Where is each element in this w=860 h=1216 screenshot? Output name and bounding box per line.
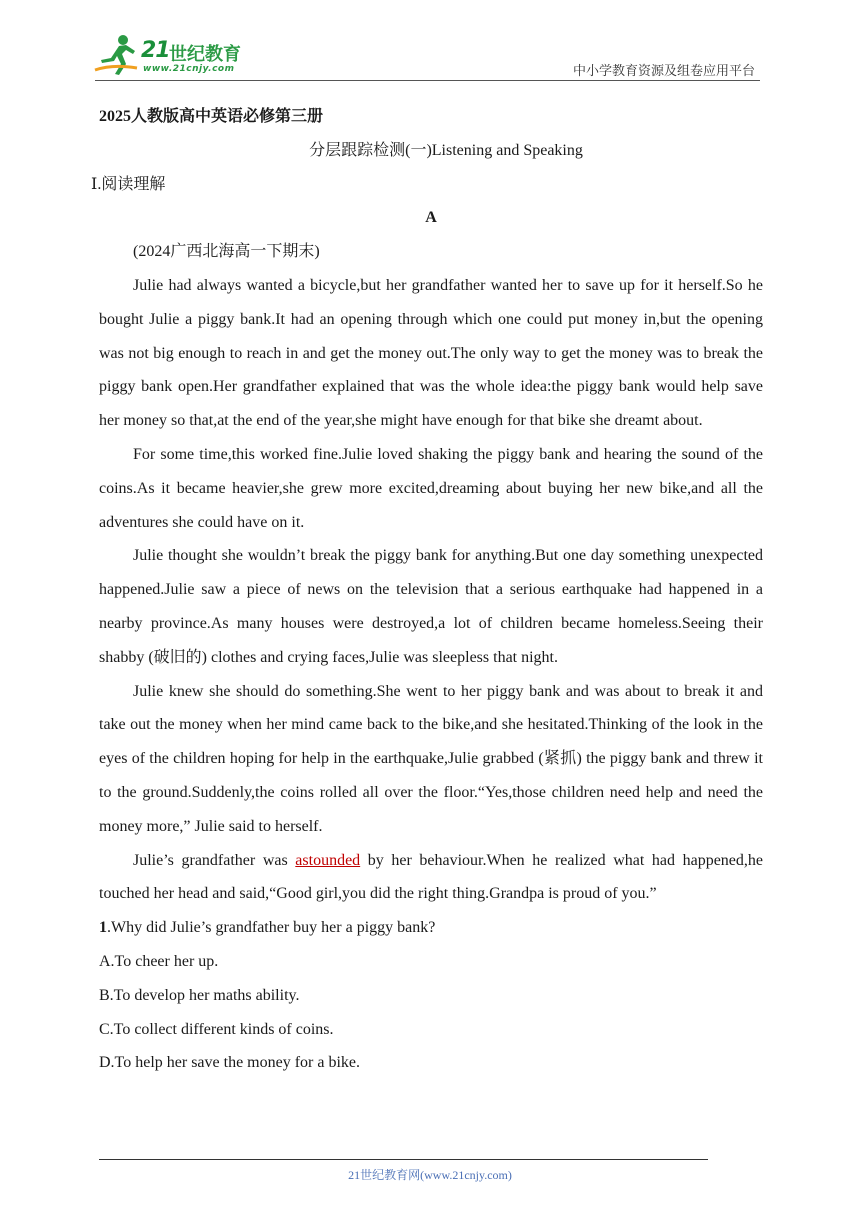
question-stem <box>99 911 763 945</box>
paragraph-5-end: by her behaviour.When he realized what had happened,he touched her head and said,“Good girl,you did the right thing.Grandpa is proud of you.” <box>99 851 763 903</box>
site-logo[interactable] <box>93 34 263 78</box>
logo-text: 世纪教育 <box>169 44 241 65</box>
option-a: A.To cheer her up. <box>99 952 219 970</box>
question-text: .Why did Julie’s grandfather buy her a piggy bank? <box>107 919 436 937</box>
header-divider <box>95 80 760 81</box>
platform-label: 中小学教育资源及组卷应用平台 <box>572 63 755 78</box>
runner-logo-icon <box>93 34 141 78</box>
document-body <box>91 100 763 1080</box>
paragraph-3: Julie thought she wouldn’t break the piggy bank for anything.But one day something unexpected happened.Julie saw a piece of news on the television that a serious earthquake had happened in a nearby province.As many houses were destroyed,a lot of children became homeless.Seeing their shabby (破旧的) clothes and crying faces,Julie was sleepless that night. <box>99 547 763 666</box>
paragraph-5-start: Julie’s grandfather was <box>133 851 296 869</box>
footer-divider <box>99 1159 708 1160</box>
section-heading: Ⅰ.阅读理解 <box>91 175 166 193</box>
document-subtitle: 分层跟踪检测(一)Listening and Speaking <box>309 141 583 159</box>
page-header <box>0 0 860 84</box>
option-c: C.To collect different kinds of coins. <box>99 1020 334 1038</box>
paragraph-1: Julie had always wanted a bicycle,but her grandfather wanted her to save up for it herself.So he bought Julie a piggy bank.It had an opening through which one could put money in,but the opening was not big enough to reach in and get the money out.The only way to get the money was to break the piggy bank open.Her grandfather explained that was the whole idea:the piggy bank would help save her money so that,at the end of the year,she might have enough for that bike she dreamt about. <box>99 276 763 430</box>
option-d: D.To help her save the money for a bike. <box>99 1054 361 1072</box>
paragraph-4: Julie knew she should do something.She went to her piggy bank and was about to break it and take out the money when her mind came back to the bike,and she hesitated.Thinking of the look in the eyes of the children hoping for help in the earthquake,Julie grabbed (紧抓) the piggy bank and threw it to the ground.Suddenly,the coins rolled all over the floor.“Yes,those children need help and need the money more,” Julie said to herself. <box>99 682 763 835</box>
logo-number: 21 <box>141 38 170 63</box>
passage-label: A <box>425 209 437 227</box>
option-b: B.To develop her maths ability. <box>99 986 300 1004</box>
logo-url: www.21cnjy.com <box>143 64 235 74</box>
paragraph-2: For some time,this worked fine.Julie loved shaking the piggy bank and hearing the sound of the coins.As it became heavier,she grew more excited,dreaming about buying her new bike,and all the adventures she could have on it. <box>99 445 763 531</box>
highlighted-word: astounded <box>295 851 361 869</box>
footer-link[interactable]: 21世纪教育网(www.21cnjy.com) <box>348 1168 512 1182</box>
paragraph-5 <box>99 844 763 912</box>
passage-source: (2024广西北海高一下期末) <box>133 243 320 261</box>
document-title: 2025人教版高中英语必修第三册 <box>99 108 324 125</box>
question-number: 1 <box>99 919 107 937</box>
